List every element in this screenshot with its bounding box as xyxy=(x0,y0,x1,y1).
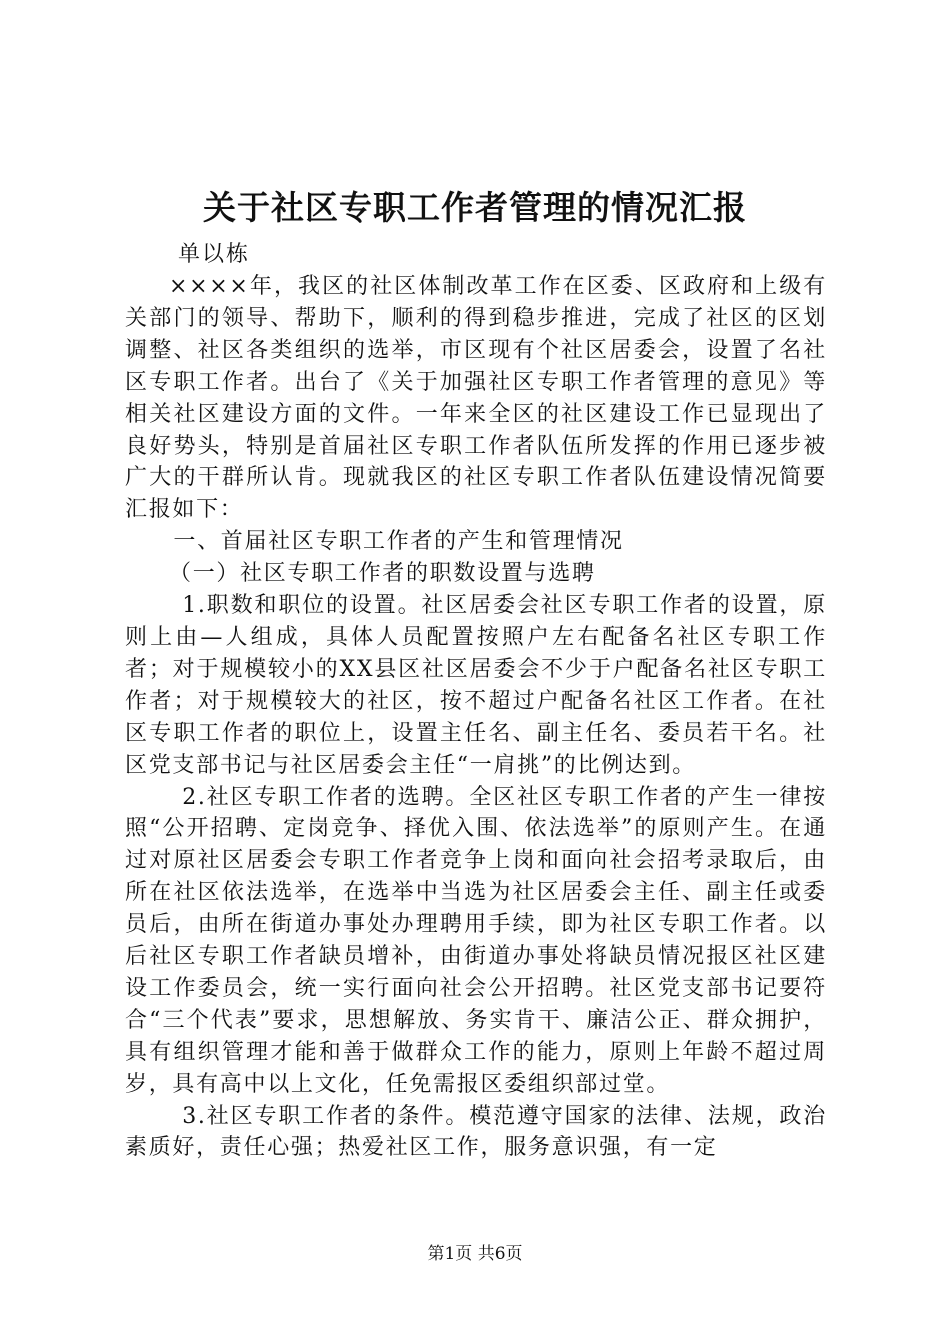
document-author: 单以栋 xyxy=(178,242,251,267)
document-body xyxy=(125,271,827,1164)
body-paragraph: ××××年，我区的社区体制改革工作在区委、区政府和上级有关部门的领导、帮助下，顺利的得到稳步推进，完成了社区的区划调整、社区各类组织的选举，市区现有个社区居委会，设置了名社区专职工作者。出台了《关于加强社区专职工作者管理的意见》等相关社区建设方面的文件。一年来全区的社区建设工作已显现出了良好势头，特别是首届社区专职工作者队伍所发挥的作用已逐步被广大的干群所认肯。现就我区的社区专职工作者队伍建设情况简要汇报如下： xyxy=(125,274,827,523)
body-paragraph: 2.社区专职工作者的选聘。全区社区专职工作者的产生一律按照“公开招聘、定岗竞争、择优入围、依法选举”的原则产生。在通过对原社区居委会专职工作者竞争上岗和面向社会招考录取后，由所在社区依法选举，在选举中当选为社区居委会主任、副主任或委员后，由所在街道办事处办理聘用手续，即为社区专职工作者。以后社区专职工作者缺员增补，由街道办事处将缺员情况报区社区建设工作委员会，统一实行面向社会公开招聘。社区党支部书记要符合“三个代表”要求，思想解放、务实肯干、廉洁公正、群众拥护，具有组织管理才能和善于做群众工作的能力，原则上年龄不超过周岁，具有高中以上文化，任免需报区委组织部过堂。 xyxy=(125,784,827,1097)
subsection-heading: （一）社区专职工作者的职数设置与选聘 xyxy=(169,561,596,587)
body-paragraph: 1.职数和职位的设置。社区居委会社区专职工作者的设置，原则上由—人组成，具体人员配置按照户左右配备名社区专职工作者；对于规模较小的XX县区社区居委会不少于户配备名社区专职工作者；对于规模较大的社区，按不超过户配备名社区工作者。在社区专职工作者的职位上，设置主任名、副主任名、委员若干名。社区党支部书记与社区居委会主任“一肩挑”的比例达到。 xyxy=(125,593,827,778)
page-number-footer: 第1页 共6页 xyxy=(427,1244,523,1264)
section-heading: 一、首届社区专职工作者的产生和管理情况 xyxy=(173,529,624,555)
body-paragraph: 3.社区专职工作者的条件。模范遵守国家的法律、法规，政治素质好，责任心强；热爱社区工作，服务意识强，有一定 xyxy=(125,1103,827,1161)
document-title: 关于社区专职工作者管理的情况汇报 xyxy=(203,188,747,227)
